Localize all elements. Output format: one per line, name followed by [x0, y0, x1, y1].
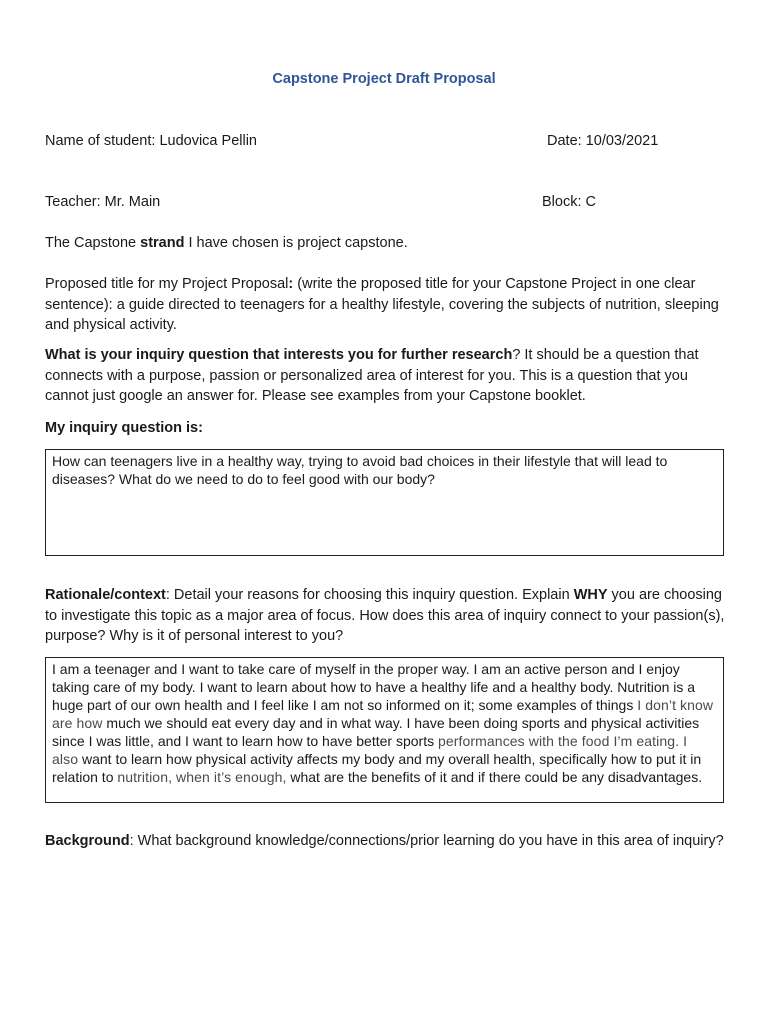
rationale-answer-part4: what are the benefits of it and if there could be any disadvantages.: [286, 769, 703, 785]
inquiry-answer-box: [45, 449, 724, 556]
page-title: Capstone Project Draft Proposal: [272, 71, 496, 87]
inquiry-answer-text: How can teenagers live in a healthy way, trying to avoid bad choices in their lifestyle that will lead to diseases? What do we need to do to feel good with our body?: [52, 453, 668, 487]
background-text: : What background knowledge/connections/prior learning do you have in this area of inquiry?: [129, 833, 724, 849]
background-prompt-paragraph: [45, 831, 735, 852]
inquiry-prompt-bold: What is your inquiry question that interests you for further research: [45, 347, 513, 363]
rationale-why-bold: WHY: [573, 587, 608, 603]
background-bold: Background: [45, 833, 130, 849]
teacher-name: Teacher: Mr. Main: [45, 194, 161, 210]
rationale-answer-text: [52, 660, 717, 786]
student-name: Name of student: Ludovica Pellin: [45, 133, 257, 149]
proposed-title-label: Proposed title for my Project Proposal: [45, 276, 289, 292]
rationale-answer-part1: I am a teenager and I want to take care of myself in the proper way. I am an active person and I enjoy taking care of my body. I want to learn about how to have a healthy life and a healthy body. Nutrition is a huge part of our own health and I feel like I am not so informed on it; some examples of things: [52, 661, 696, 713]
proposed-title-text: (write the proposed title for your Capstone Project in one clear sentence): a guide directed to teenagers for a healthy lifestyle, covering the subjects of nutrition, sleeping and physical activity.: [45, 276, 719, 333]
strand-text-before: The Capstone: [45, 235, 141, 251]
rationale-text-after: you are choosing to investigate this topic as a major area of focus. How does this area of inquiry connect to your passion(s), purpose? Why is it of personal interest to you?: [45, 587, 725, 644]
rationale-text-middle: : Detail your reasons for choosing this inquiry question. Explain: [165, 587, 574, 603]
rationale-answer-part2: much we should eat every day and in what way. I have been doing sports and physical activities since I was little, and I want to learn how to have better sports: [52, 715, 700, 749]
inquiry-prompt-paragraph: [45, 345, 735, 407]
rationale-bold: Rationale/context: [45, 587, 166, 603]
inquiry-heading-text: My inquiry question is:: [45, 420, 203, 436]
inquiry-heading: [45, 418, 735, 439]
proposed-title-paragraph: [45, 274, 735, 336]
inquiry-prompt-text: ? It should be a question that connects with a purpose, passion or personalized area of interest for you. This is a question that you cannot just google an answer for. Please see examples from your Capstone booklet.: [45, 347, 699, 404]
date-field: Date: 10/03/2021: [547, 133, 659, 149]
rationale-answer-grey1: I don’t know are how: [52, 697, 714, 731]
proposed-title-colon: :: [288, 276, 294, 292]
rationale-prompt-paragraph: [45, 585, 735, 647]
strand-text-after: I have chosen is project capstone.: [184, 235, 408, 251]
rationale-answer-part3: want to learn how physical activity affects my body and my overall health, specifically how to put it in relation to: [52, 751, 702, 785]
rationale-answer-grey2: performances with the food I’m eating. I also: [52, 733, 688, 767]
rationale-answer-grey3: nutrition, when it’s enough,: [117, 769, 287, 785]
strand-paragraph: [45, 233, 735, 254]
block-field: Block: C: [542, 194, 596, 210]
strand-bold: strand: [140, 235, 185, 251]
rationale-answer-box: [45, 657, 724, 803]
